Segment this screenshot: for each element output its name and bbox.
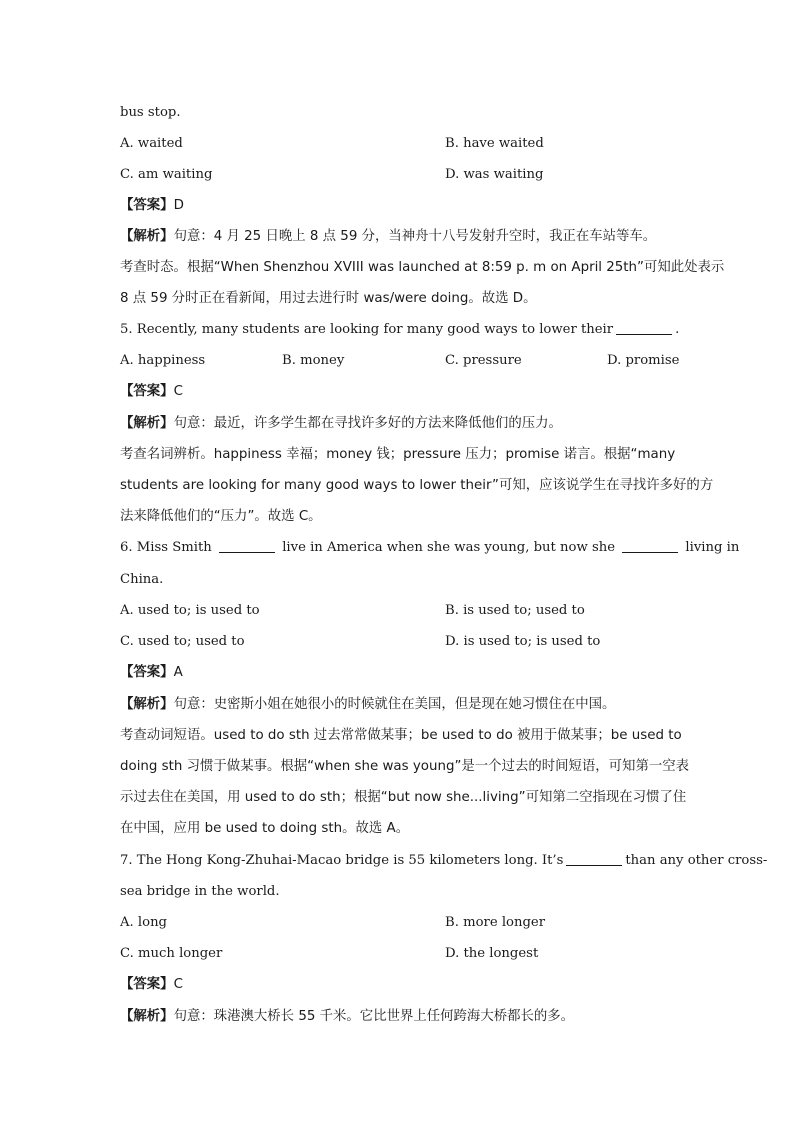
q6-option-a: A. used to; is used to [120,603,260,618]
answer-blank [219,538,275,553]
analysis-text: 考查时态。根据“When Shenzhou XVIII was launched at 8:59 p. m on April 25th”可知此处表示 [120,260,725,275]
q5-stem-text: 5. Recently, many students are looking for many good ways to lower their [120,322,614,337]
q4-option-a: A. waited [120,136,183,151]
answer-tag: 【答案】 [120,665,174,680]
q6-analysis-line-1 [120,689,676,720]
q5-analysis-line-4 [120,501,676,532]
analysis-text: 考查名词辨析。happiness 幸福；money 钱；pressure 压力；promise 诺言。根据“many [120,447,676,462]
q7-options-row-2 [120,938,676,969]
q7-option-d: D. the longest [445,946,539,961]
q6-stem-text: 6. Miss Smith [120,540,212,555]
q5-option-c: C. pressure [445,353,522,368]
q4-analysis-line-2 [120,252,725,283]
analysis-text: 考查动词短语。used to do sth 过去常常做某事；be used to do 被用于做某事；be used to [120,728,682,743]
q7-option-c: C. much longer [120,946,223,961]
q5-stem-end: . [675,322,680,337]
q5-options-row [120,345,680,376]
answer-value: C [173,384,183,399]
q4-analysis-line-1 [120,221,676,252]
q6-stem-text: living in [685,540,740,555]
q7-answer [120,969,676,1000]
q6-option-d: D. is used to; is used to [445,634,601,649]
q6-options-row-2 [120,626,676,657]
q6-stem-text: live in America when she was young, but now she [282,540,616,555]
answer-tag: 【答案】 [120,977,174,992]
answer-value: A [173,665,183,680]
q7-option-a: A. long [120,915,167,930]
q5-stem [120,314,680,345]
analysis-text: doing sth 习惯于做某事。根据“when she was young”是一个过去的时间短语，可知第一空表 [120,759,690,774]
analysis-text: 在中国，应用 be used to doing sth。故选 A。 [120,821,410,836]
q7-option-b: B. more longer [445,915,546,930]
q6-answer [120,657,676,688]
q6-analysis-line-5 [120,813,676,844]
q5-option-d: D. promise [607,353,680,368]
q4-analysis-line-3 [120,283,676,314]
analysis-tag: 【解析】 [120,416,174,431]
analysis-text: students are looking for many good ways to lower their”可知，应该说学生在寻找许多好的方 [120,478,714,493]
analysis-text: 示过去住在美国，用 used to do sth；根据“but now she...living”可知第二空指现在习惯了住 [120,790,687,805]
analysis-tag: 【解析】 [120,1009,174,1024]
q7-stem-line-2 [120,876,676,907]
q4-option-c: C. am waiting [120,167,213,182]
analysis-tag: 【解析】 [120,697,174,712]
q5-option-a: A. happiness [120,353,206,368]
q4-stem-text: bus stop. [120,105,181,120]
q6-option-b: B. is used to; used to [445,603,585,618]
q5-analysis-line-1 [120,408,676,439]
analysis-text: 句意：史密斯小姐在她很小的时候就住在美国，但是现在她习惯住在中国。 [173,697,616,712]
q7-options-row-1 [120,907,676,938]
q4-option-b: B. have waited [445,136,544,151]
q6-analysis-line-4 [120,782,687,813]
analysis-text: 句意：珠港澳大桥长 55 千米。它比世界上任何跨海大桥都长的多。 [173,1009,575,1024]
answer-blank [616,320,672,335]
q6-analysis-line-3 [120,751,690,782]
q6-analysis-line-2 [120,720,682,751]
q4-answer [120,190,676,221]
q4-options-row-1 [120,128,676,159]
q7-stem-text: 7. The Hong Kong-Zhuhai-Macao bridge is 55 kilometers long. It’s [120,853,564,868]
q6-stem [120,532,740,563]
analysis-tag: 【解析】 [120,229,174,244]
q4-options-row-2 [120,159,676,190]
q7-stem-text: sea bridge in the world. [120,884,280,899]
analysis-text: 句意：最近，许多学生都在寻找许多好的方法来降低他们的压力。 [173,416,562,431]
q6-stem-text: China. [120,572,164,587]
q5-analysis-line-2 [120,439,676,470]
q4-stem-end [120,97,676,128]
answer-blank [566,851,622,866]
answer-tag: 【答案】 [120,384,174,399]
q5-option-b: B. money [282,353,345,368]
q7-stem [120,845,768,876]
analysis-text: 句意：4 月 25 日晚上 8 点 59 分，当神舟十八号发射升空时，我正在车站等车。 [173,229,657,244]
answer-value: C [173,977,183,992]
q5-answer [120,376,676,407]
answer-blank [622,538,678,553]
answer-tag: 【答案】 [120,198,174,213]
q5-analysis-line-3 [120,470,714,501]
analysis-text: 法来降低他们的“压力”。故选 C。 [120,509,322,524]
q7-stem-text: than any other cross- [625,853,768,868]
q6-options-row-1 [120,595,676,626]
answer-value: D [173,198,184,213]
q4-option-d: D. was waiting [445,167,544,182]
q6-option-c: C. used to; used to [120,634,245,649]
q7-analysis-line-1 [120,1001,676,1032]
analysis-text: 8 点 59 分时正在看新闻，用过去进行时 was/were doing。故选 D。 [120,291,537,306]
q6-stem-line-2 [120,564,676,595]
